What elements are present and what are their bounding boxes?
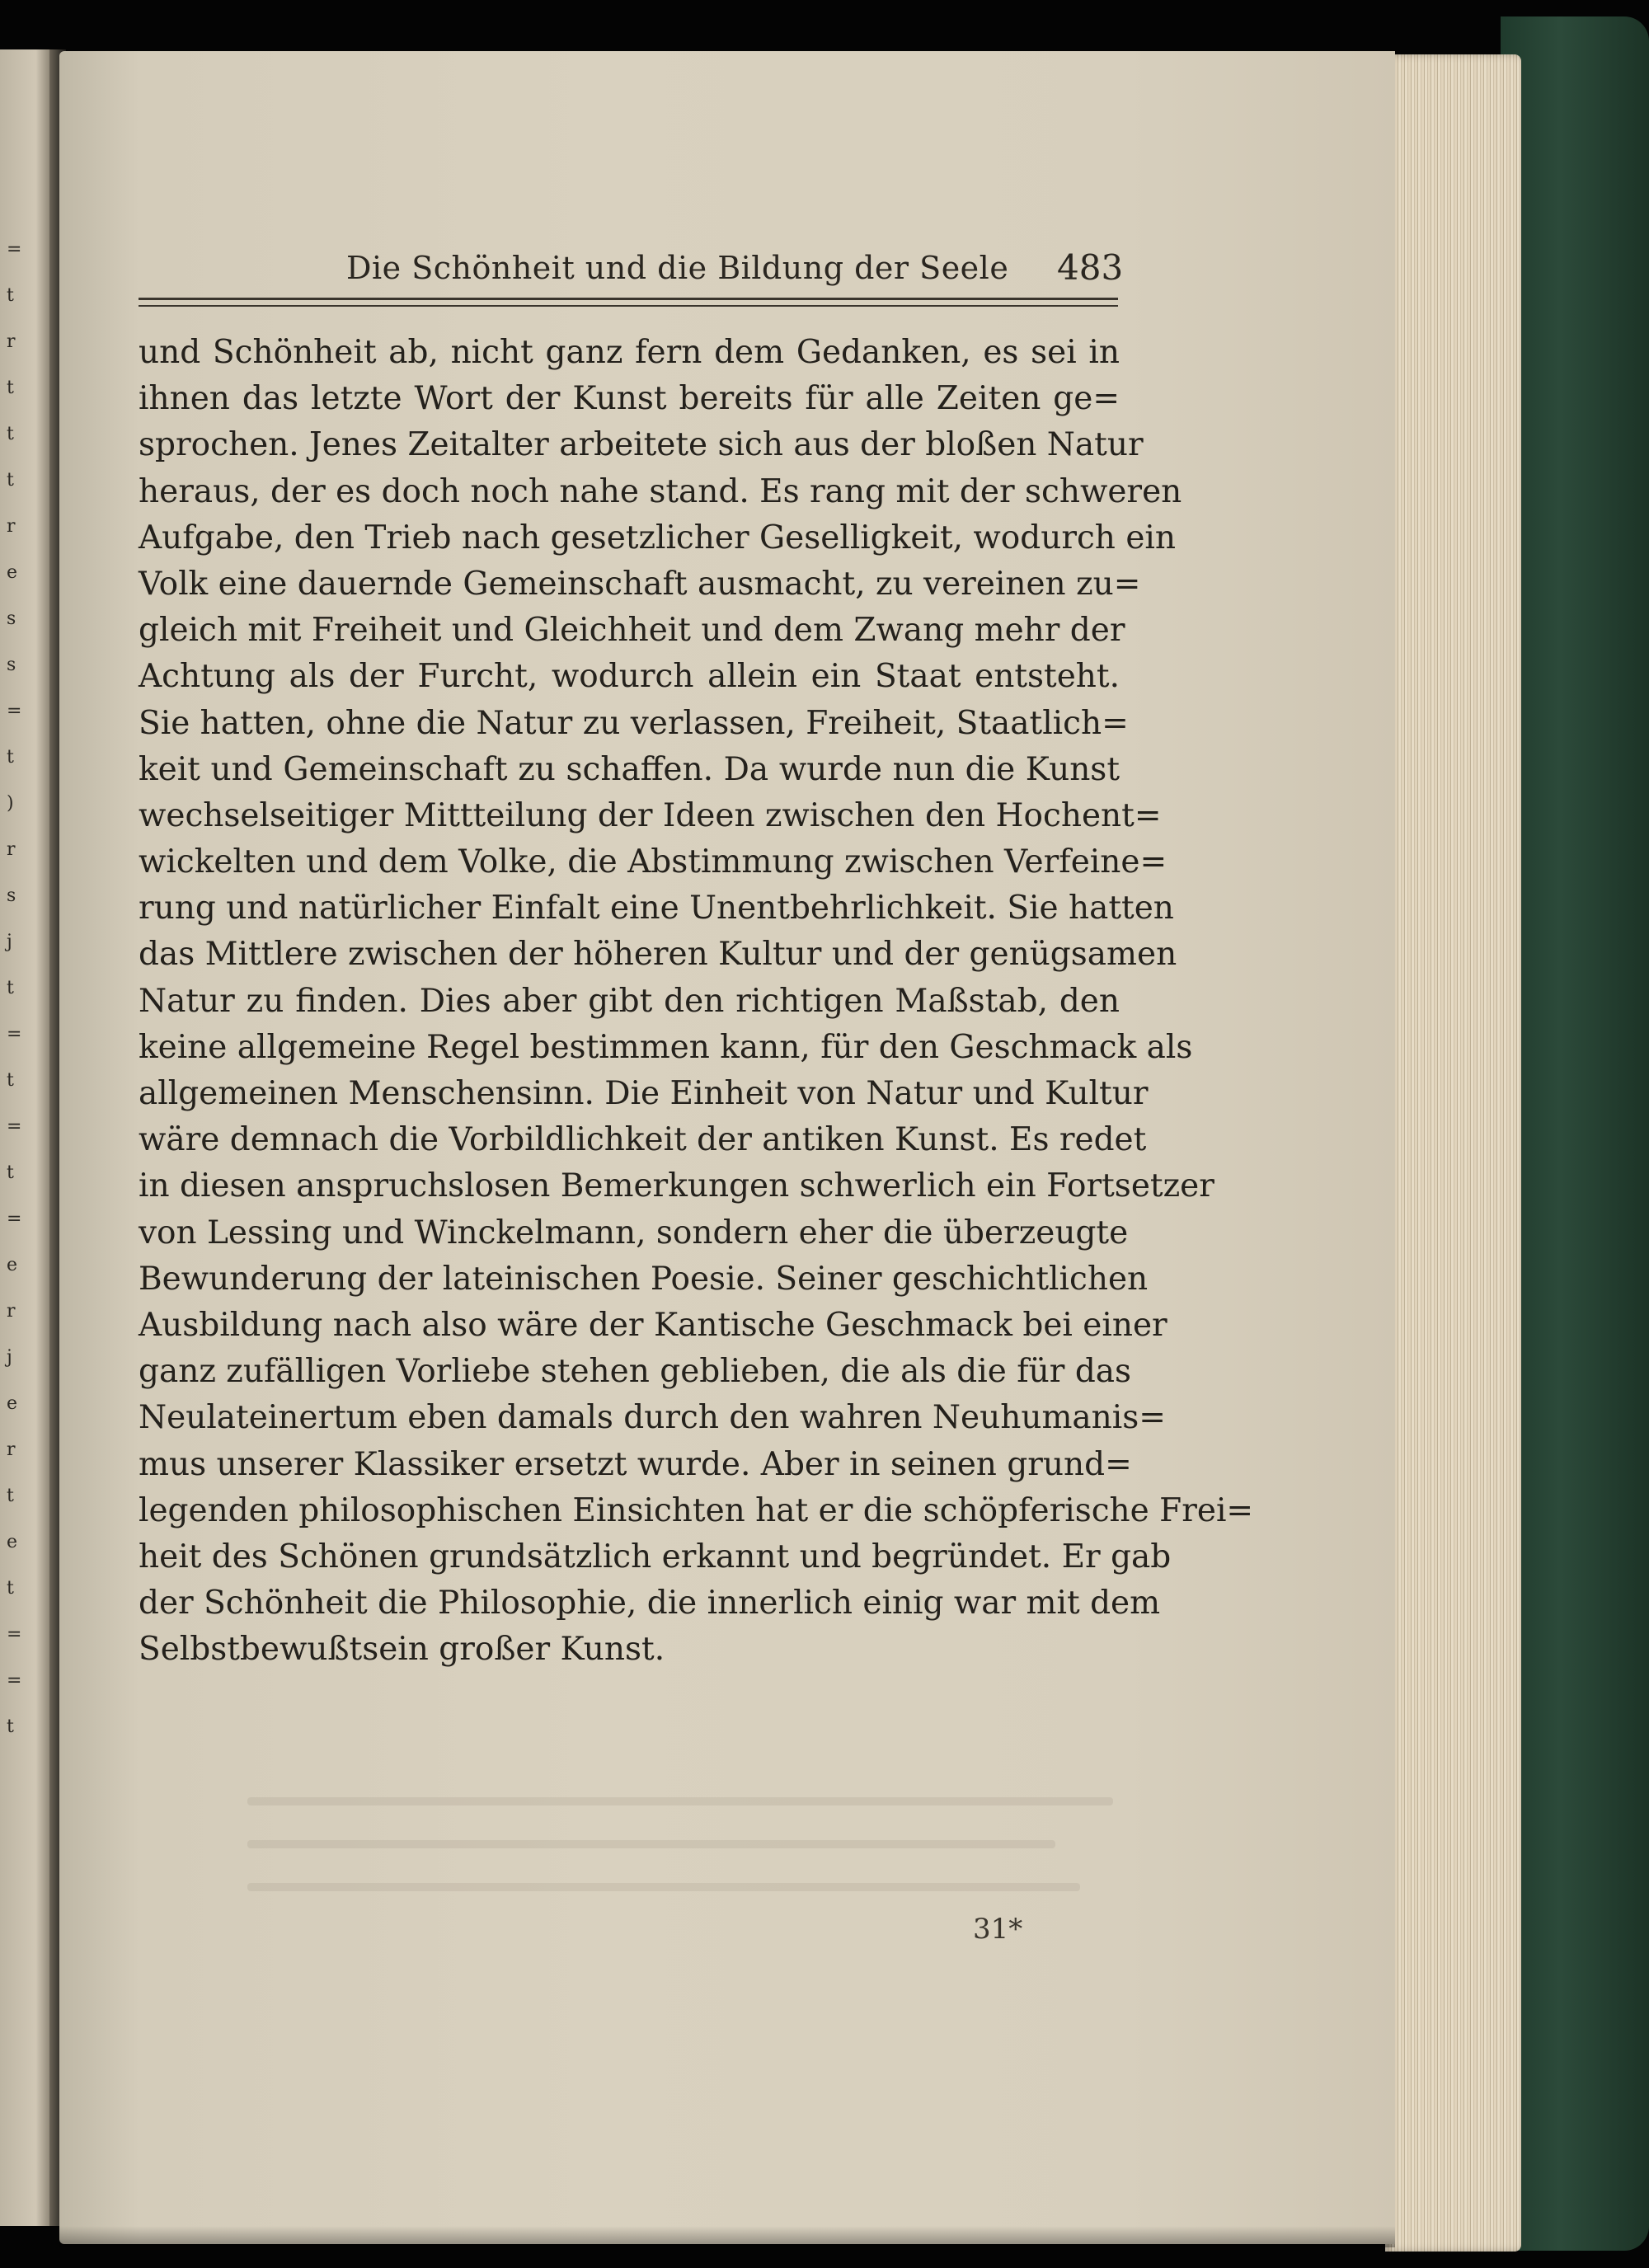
left-page-fragment: j (7, 932, 12, 952)
text-line: Sie hatten, ohne die Natur zu verlassen, Freiheit, Staatlich= (139, 704, 1129, 742)
text-line: legenden philosophischen Einsichten hat er die schöpferische Frei= (139, 1491, 1254, 1529)
left-page-fragment: r (7, 839, 16, 860)
left-page-fragment: t (7, 378, 14, 398)
body-text (139, 330, 1254, 1673)
left-page-fragment: = (7, 1116, 22, 1137)
left-page-fragment: t (7, 1486, 14, 1506)
text-line: Volk eine dauernde Gemeinschaft ausmacht, zu vereinen zu= (139, 565, 1141, 603)
text-line: ganz zufälligen Vorliebe stehen geblieben, die als die für das (139, 1353, 1132, 1391)
left-page-fragment: t (7, 978, 14, 998)
left-page-fragment: t (7, 285, 14, 306)
left-page-fragment: = (7, 1670, 22, 1691)
text-line: allgemeinen Menschensinn. Die Einheit von Natur und Kultur (139, 1075, 1149, 1112)
text-line: Natur zu finden. Dies aber gibt den richtigen Maßstab, den (139, 982, 1120, 1020)
text-line: gleich mit Freiheit und Gleichheit und dem Zwang mehr der (139, 612, 1125, 650)
text-line: Selbstbewußtsein großer Kunst. (139, 1631, 665, 1669)
left-page-fragment: ) (7, 793, 14, 814)
left-page-fragment: r (7, 1301, 16, 1322)
text-line: Achtung als der Furcht, wodurch allein ein Staat entsteht. (139, 658, 1120, 696)
left-page-fragment: t (7, 1578, 14, 1599)
left-page-fragment: r (7, 516, 16, 537)
left-page-fragment: e (7, 1532, 18, 1552)
text-line: Neulateinertum eben damals durch den wahren Neuhumanis= (139, 1399, 1166, 1437)
show-through-mark (247, 1883, 1080, 1891)
running-header-title: Die Schönheit und die Bildung der Seele (346, 250, 1009, 286)
text-line: ihnen das letzte Wort der Kunst bereits für alle Zeiten ge= (139, 380, 1120, 418)
left-page-fragment: r (7, 331, 16, 352)
show-through-mark (247, 1797, 1113, 1805)
left-page-fragment: = (7, 701, 22, 721)
left-page-fragment: s (7, 608, 16, 629)
show-through-mark (247, 1840, 1055, 1848)
left-page-fragment: t (7, 1070, 14, 1091)
left-page-fragment: t (7, 1162, 14, 1183)
left-page-fragment: e (7, 562, 18, 583)
text-line: von Lessing und Winckelmann, sondern eher die überzeugte (139, 1214, 1129, 1251)
text-line: in diesen anspruchslosen Bemerkungen schwerlich ein Fortsetzer (139, 1167, 1214, 1205)
left-page-fragment: = (7, 1024, 22, 1045)
text-line: sprochen. Jenes Zeitalter arbeitete sich aus der bloßen Natur (139, 426, 1144, 464)
left-page-fragment: r (7, 1439, 16, 1460)
left-page-fragment: = (7, 1624, 22, 1645)
text-line: Aufgabe, den Trieb nach gesetzlicher Geselligkeit, wodurch ein (139, 519, 1176, 556)
text-line: rung und natürlicher Einfalt eine Unentbehrlichkeit. Sie hatten (139, 890, 1174, 927)
text-line: heraus, der es doch noch nahe stand. Es rang mit der schweren (139, 472, 1182, 510)
left-page-fragment: = (7, 239, 22, 260)
previous-page-sliver (0, 49, 51, 2226)
left-page-fragment: s (7, 885, 16, 906)
header-rule (139, 305, 1118, 307)
left-page-fragment: t (7, 470, 14, 491)
text-line: und Schönheit ab, nicht ganz fern dem Gedanken, es sei in (139, 334, 1120, 371)
page-stack-edge (1385, 54, 1521, 2252)
left-page-fragment: s (7, 655, 16, 675)
page-number: 483 (1057, 247, 1124, 288)
text-line: das Mittlere zwischen der höheren Kultur und der genügsamen (139, 936, 1177, 974)
left-page-fragment: e (7, 1255, 18, 1275)
text-line: Ausbildung nach also wäre der Kantische Geschmack bei einer (139, 1306, 1167, 1344)
text-line: keit und Gemeinschaft zu schaffen. Da wurde nun die Kunst (139, 750, 1120, 788)
book-cover-green-edge (1501, 16, 1649, 2251)
header-rule (139, 298, 1118, 300)
text-line: wickelten und dem Volke, die Abstimmung zwischen Verfeine= (139, 843, 1167, 881)
left-page-fragment: = (7, 1209, 22, 1229)
text-line: wechselseitiger Mittteilung der Ideen zwischen den Hochent= (139, 796, 1162, 834)
text-line: Bewunderung der lateinischen Poesie. Seiner geschichtlichen (139, 1260, 1149, 1298)
signature-mark: 31* (973, 1913, 1023, 1946)
left-page-fragment: e (7, 1393, 18, 1414)
text-line: wäre demnach die Vorbildlichkeit der antiken Kunst. Es redet (139, 1121, 1147, 1159)
text-line: mus unserer Klassiker ersetzt wurde. Aber in seinen grund= (139, 1445, 1132, 1483)
text-line: der Schönheit die Philosophie, die innerlich einig war mit dem (139, 1585, 1161, 1622)
left-page-fragment: j (7, 1347, 12, 1368)
left-page-fragment: t (7, 424, 14, 444)
page-bottom-shadow (59, 2226, 1395, 2247)
text-line: keine allgemeine Regel bestimmen kann, für den Geschmack als (139, 1028, 1193, 1066)
left-page-fragment: t (7, 747, 14, 768)
left-page-fragment: t (7, 1716, 14, 1737)
text-line: heit des Schönen grundsätzlich erkannt und begründet. Er gab (139, 1538, 1172, 1575)
